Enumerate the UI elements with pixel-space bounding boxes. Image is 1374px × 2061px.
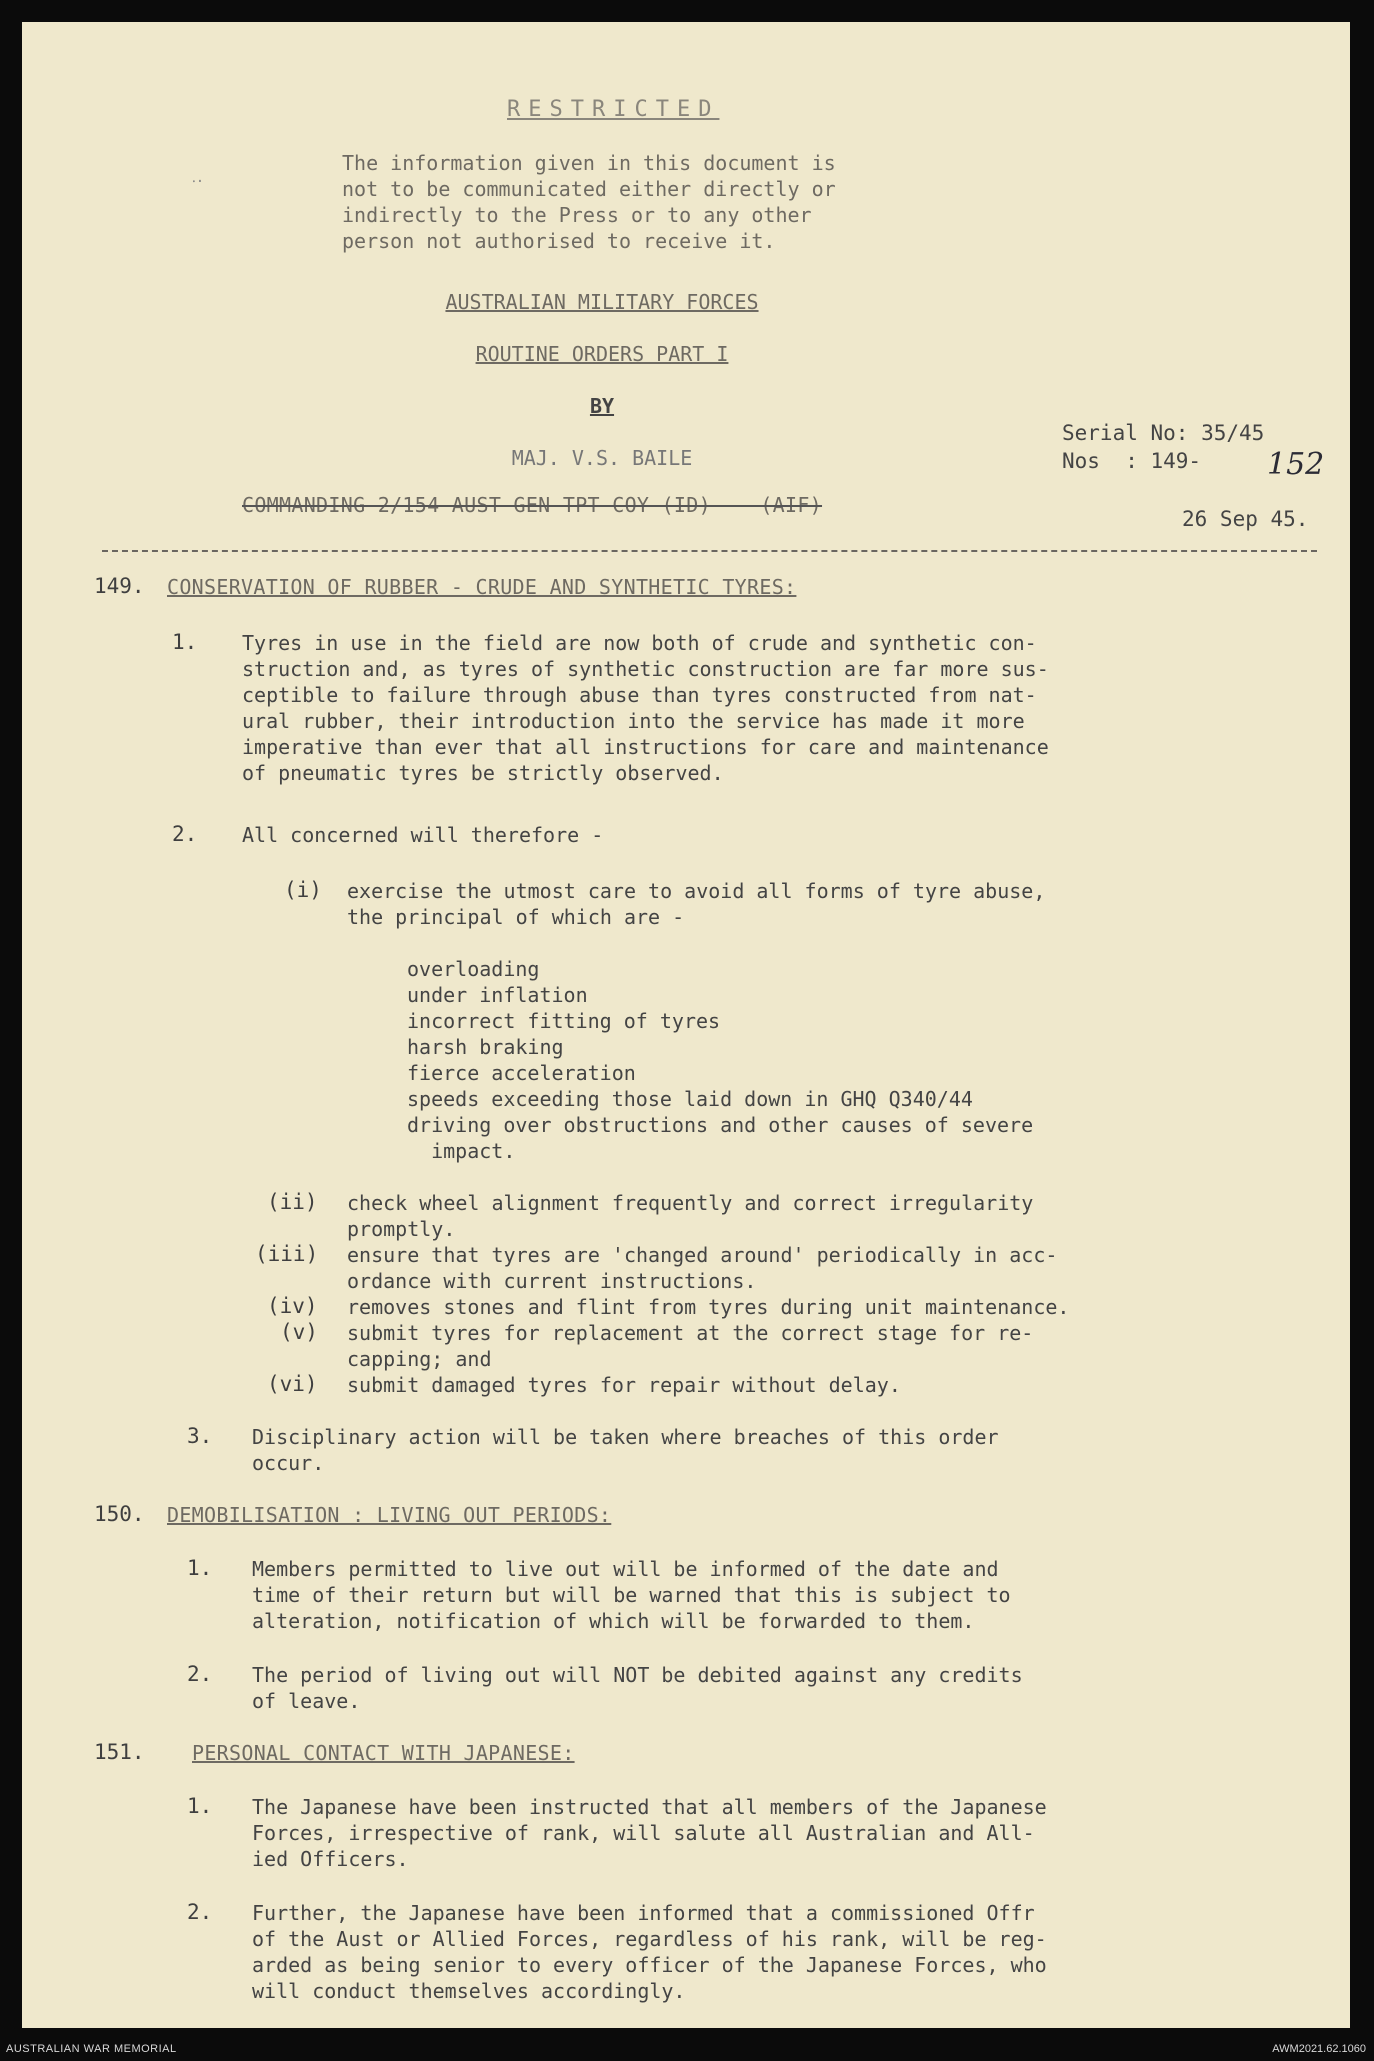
para-line: occur. (252, 1451, 325, 1475)
sub-item-number: (ii) (267, 1190, 318, 1214)
para-line: ceptible to failure through abuse than tyres constructed from nat- (242, 683, 1037, 707)
serial-number: Serial No: 35/45 (1062, 421, 1265, 445)
section-number: 149. (94, 574, 145, 598)
para-line: The Japanese have been instructed that all members of the Japanese (252, 1795, 1047, 1819)
para-number: 2. (187, 1900, 213, 1924)
sub-item-line: the principal of which are - (347, 905, 685, 929)
para-line: The period of living out will NOT be debited against any credits (252, 1663, 1023, 1687)
handwritten-number: 152 (1267, 447, 1325, 482)
para-number: 3. (187, 1424, 213, 1448)
para-line: of pneumatic tyres be strictly observed. (242, 761, 724, 785)
para-line: time of their return but will be warned that this is subject to (252, 1583, 1011, 1607)
section-title: PERSONAL CONTACT WITH JAPANESE: (192, 1741, 575, 1765)
para-line: Tyres in use in the field are now both of crude and synthetic con- (242, 631, 1037, 655)
stray-mark: ⸱· (192, 174, 205, 190)
para-line: Further, the Japanese have been informed that a commissioned Offr (252, 1901, 1035, 1925)
sub-item: submit damaged tyres for repair without delay. (347, 1373, 901, 1397)
para-line: arded as being senior to every officer of the Japanese Forces, who (252, 1953, 1047, 1977)
list-item: speeds exceeding those laid down in GHQ Q340/44 (407, 1087, 973, 1111)
sub-item (347, 878, 1045, 930)
sub-item-number: (iii) (255, 1242, 319, 1266)
para-number: 1. (187, 1556, 213, 1580)
footer-accession-number: AWM2021.62.1060 (1272, 2043, 1366, 2055)
warning-line: indirectly to the Press or to any other (342, 203, 812, 227)
document-page (22, 22, 1350, 2028)
section-title: CONSERVATION OF RUBBER - CRUDE AND SYNTHETIC TYRES: (167, 575, 797, 599)
by-label: BY (589, 394, 615, 418)
warning-line: person not authorised to receive it. (342, 229, 776, 253)
sub-item-line: capping; and (347, 1347, 492, 1371)
sub-item-line: check wheel alignment frequently and correct irregularity (347, 1191, 1034, 1215)
section-number: 151. (94, 1740, 145, 1764)
sub-item-number: (v) (280, 1320, 318, 1344)
para-number: 2. (172, 822, 198, 846)
sub-item-line: exercise the utmost care to avoid all forms of tyre abuse, (347, 879, 1046, 903)
sub-item: removes stones and flint from tyres during unit maintenance. (347, 1295, 1070, 1319)
sub-item (347, 1190, 1033, 1242)
header-divider (102, 550, 1317, 552)
warning-line: The information given in this document is (342, 151, 836, 175)
list-item: impact. (407, 1139, 516, 1163)
sub-item-line: submit tyres for replacement at the correct stage for re- (347, 1321, 1034, 1345)
officer-name: MAJ. V.S. BAILE (511, 446, 693, 470)
order-date: 26 Sep 45. (1182, 507, 1309, 531)
paragraph (252, 1794, 1047, 1872)
sub-item-line: promptly. (347, 1217, 456, 1241)
para-line: Forces, irrespective of rank, will salute all Australian and All- (252, 1821, 1035, 1845)
abuse-list (407, 956, 1033, 1164)
para-line: of leave. (252, 1689, 361, 1713)
list-item: harsh braking (407, 1035, 564, 1059)
serial-block (1062, 419, 1264, 475)
paragraph (252, 1662, 1023, 1714)
list-item: overloading (407, 957, 540, 981)
sub-item-number: (i) (284, 878, 322, 902)
warning-line: not to be communicated either directly or (342, 177, 836, 201)
sub-item-line: ensure that tyres are 'changed around' periodically in acc- (347, 1243, 1058, 1267)
list-item: incorrect fitting of tyres (407, 1009, 721, 1033)
sub-item-number: (vi) (267, 1372, 318, 1396)
sub-item-number: (iv) (267, 1294, 318, 1318)
para-number: 2. (187, 1662, 213, 1686)
list-item: driving over obstructions and other causes of severe (407, 1113, 1034, 1137)
para-line: alteration, notification of which will be forwarded to them. (252, 1609, 975, 1633)
paragraph: All concerned will therefore - (242, 823, 604, 847)
para-line: struction and, as tyres of synthetic construction are far more sus- (242, 657, 1049, 681)
list-item: fierce acceleration (407, 1061, 636, 1085)
para-line: Disciplinary action will be taken where breaches of this order (252, 1425, 999, 1449)
footer-credit: AUSTRALIAN WAR MEMORIAL (6, 2043, 177, 2055)
list-item: under inflation (407, 983, 588, 1007)
section-title: DEMOBILISATION : LIVING OUT PERIODS: (167, 1503, 612, 1527)
command-line: COMMANDING 2/154 AUST GEN TPT COY (ID) (AIF) (242, 493, 823, 517)
para-line: ural rubber, their introduction into the service has made it more (242, 709, 1025, 733)
sub-item-line: ordance with current instructions. (347, 1269, 757, 1293)
sub-item (347, 1242, 1057, 1294)
orders-title: ROUTINE ORDERS PART I (475, 342, 729, 366)
org-title: AUSTRALIAN MILITARY FORCES (445, 290, 759, 314)
para-line: imperative than ever that all instructions for care and maintenance (242, 735, 1049, 759)
para-line: ied Officers. (252, 1847, 409, 1871)
section-number: 150. (94, 1502, 145, 1526)
order-numbers: Nos : 149- (1062, 449, 1202, 473)
sub-item (347, 1320, 1033, 1372)
restricted-heading: RESTRICTED (507, 97, 720, 122)
paragraph (242, 630, 1049, 786)
paragraph (252, 1900, 1047, 2004)
para-line: will conduct themselves accordingly. (252, 1979, 686, 2003)
para-line: Members permitted to live out will be informed of the date and (252, 1557, 999, 1581)
para-number: 1. (187, 1794, 213, 1818)
paragraph (252, 1424, 999, 1476)
para-line: of the Aust or Allied Forces, regardless of his rank, will be reg- (252, 1927, 1047, 1951)
security-warning (342, 150, 836, 254)
para-number: 1. (172, 630, 198, 654)
paragraph (252, 1556, 1011, 1634)
